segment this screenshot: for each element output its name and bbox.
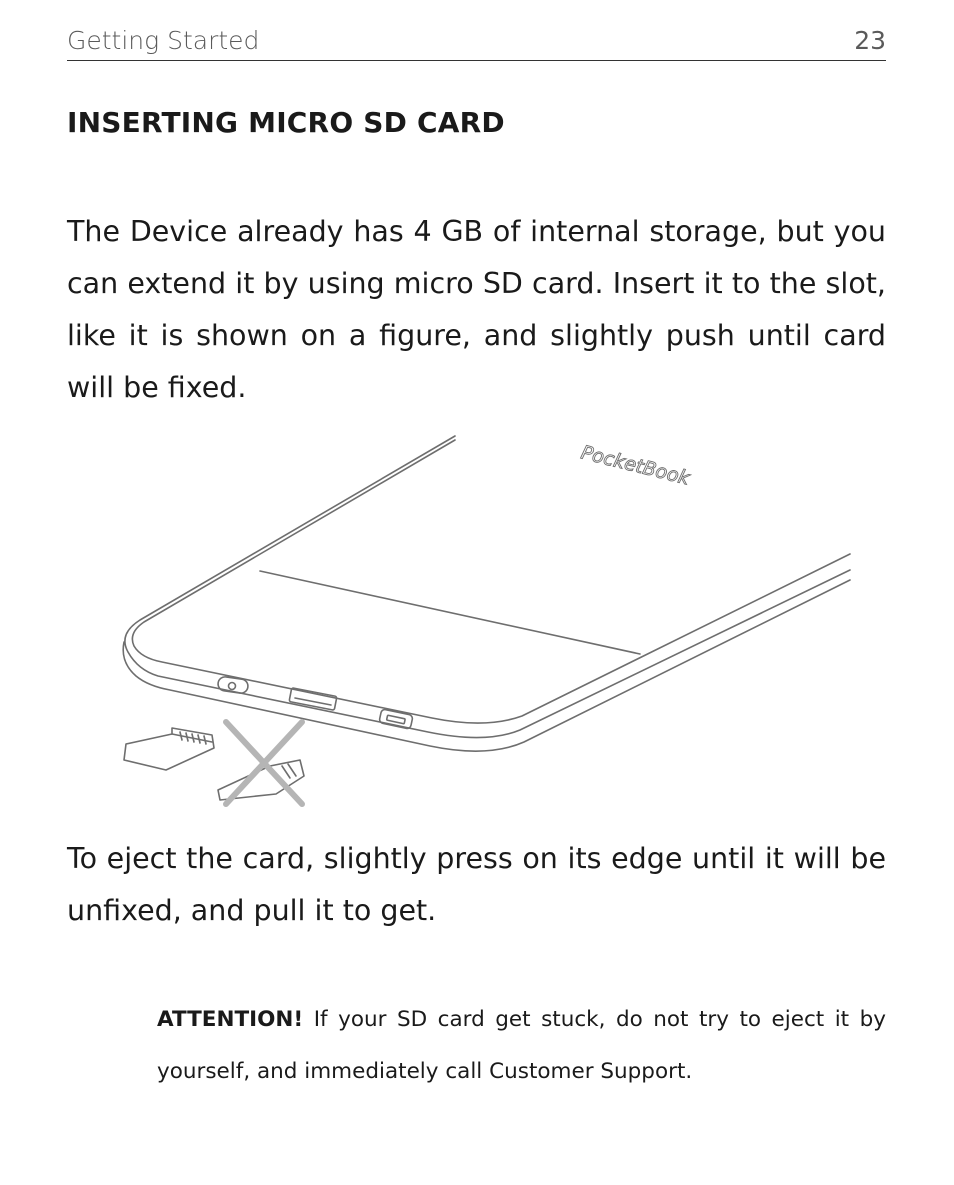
page-number: 23 [854, 26, 886, 55]
insert-instructions: The Device already has 4 GB of internal storage, but you can extend it by using micro SD card. Insert it to the slot, like it is shown on a figure, and slightly push until card will be fixed. [67, 215, 886, 404]
wrong-orientation-cross [226, 722, 302, 804]
attention-text: If your SD card get stuck, do not try to eject it by yourself, and immediately call Customer Support. [157, 1007, 886, 1084]
sd-card-correct [124, 728, 214, 770]
page-header [67, 24, 886, 61]
device-sd-slot-illustration [110, 430, 860, 820]
attention-note [157, 994, 886, 1098]
eject-instructions: To eject the card, slightly press on its edge until it will be unfixed, and pull it to get. [67, 842, 886, 927]
page-title: INSERTING MICRO SD CARD [67, 106, 505, 139]
brand-logo: PocketBook [578, 441, 692, 490]
attention-label: ATTENTION! [157, 1007, 304, 1032]
micro-usb-port [379, 709, 413, 729]
screen-edge-line [260, 571, 640, 654]
device-outline-inner [132, 440, 850, 723]
micro-sd-slot [289, 688, 337, 711]
section-title: Getting Started [67, 26, 260, 55]
